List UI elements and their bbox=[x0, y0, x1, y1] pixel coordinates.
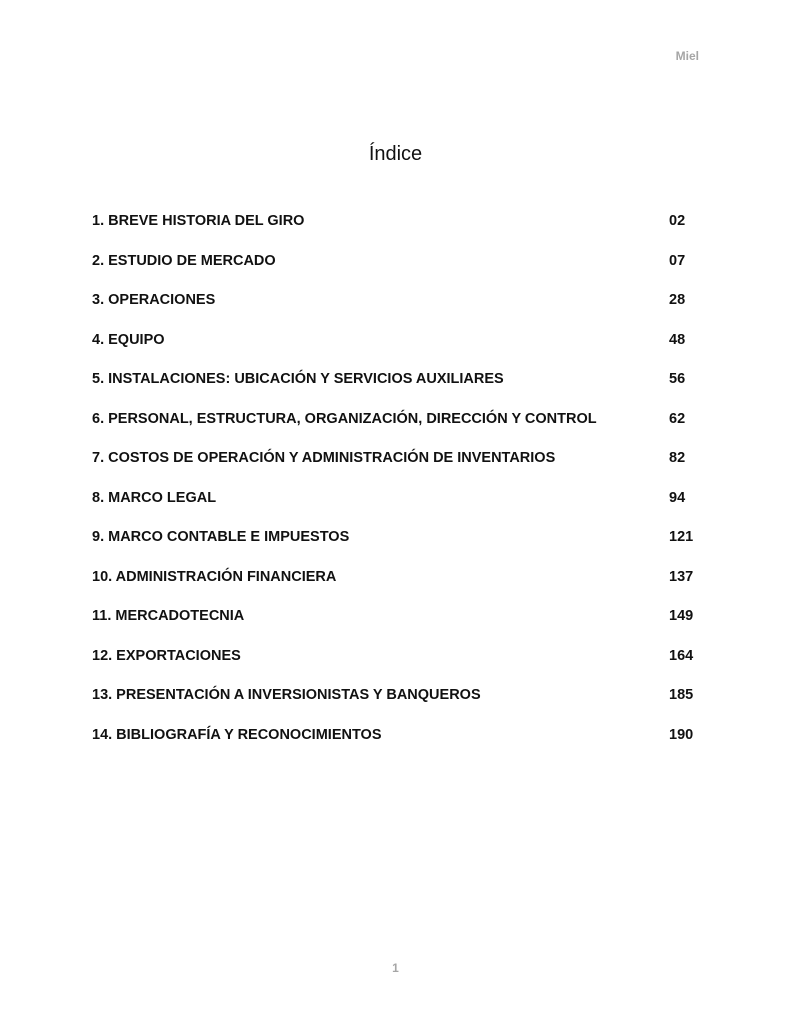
table-of-contents bbox=[92, 211, 712, 764]
page-number: 1 bbox=[392, 961, 399, 975]
toc-entry-title: 11. MERCADOTECNIA bbox=[92, 608, 245, 624]
toc-entry[interactable] bbox=[92, 290, 712, 330]
toc-entry-title: 4. EQUIPO bbox=[92, 331, 165, 348]
toc-entry[interactable] bbox=[92, 606, 712, 646]
toc-entry[interactable] bbox=[92, 685, 712, 725]
toc-entry-title: 13. PRESENTACIÓN A INVERSIONISTAS Y BANQUEROS bbox=[92, 687, 481, 703]
toc-entry-title: 10. ADMINISTRACIÓN FINANCIERA bbox=[92, 568, 337, 585]
toc-entry-page: 07 bbox=[669, 252, 686, 269]
toc-entry-page: 62 bbox=[669, 410, 686, 427]
toc-entry-title: 9. MARCO CONTABLE E IMPUESTOS bbox=[92, 529, 350, 545]
toc-entry-title: 3. OPERACIONES bbox=[92, 292, 216, 308]
toc-entry[interactable] bbox=[92, 448, 712, 488]
toc-entry-page: 190 bbox=[669, 726, 694, 743]
toc-entry[interactable] bbox=[92, 725, 712, 765]
toc-entry[interactable] bbox=[92, 251, 712, 291]
toc-entry-title: 6. PERSONAL, ESTRUCTURA, ORGANIZACIÓN, DIRECCIÓN Y CONTROL bbox=[92, 410, 597, 427]
toc-entry-page: 121 bbox=[669, 529, 694, 545]
toc-entry-page: 82 bbox=[669, 450, 686, 466]
toc-entry[interactable] bbox=[92, 488, 712, 528]
toc-entry[interactable] bbox=[92, 369, 712, 409]
toc-entry-page: 164 bbox=[669, 647, 694, 664]
toc-entry-title: 12. EXPORTACIONES bbox=[92, 647, 241, 664]
toc-entry-title: 8. MARCO LEGAL bbox=[92, 489, 217, 506]
page-title: Índice bbox=[368, 143, 423, 166]
toc-entry[interactable] bbox=[92, 646, 712, 686]
toc-entry-title: 7. COSTOS DE OPERACIÓN Y ADMINISTRACIÓN DE INVENTARIOS bbox=[92, 450, 556, 466]
toc-entry-page: 56 bbox=[669, 371, 686, 387]
toc-entry-page: 48 bbox=[669, 331, 686, 348]
toc-entry-page: 94 bbox=[669, 489, 686, 506]
running-header: Miel bbox=[675, 49, 699, 63]
toc-entry-title: 14. BIBLIOGRAFÍA Y RECONOCIMIENTOS bbox=[92, 726, 382, 743]
toc-entry[interactable] bbox=[92, 330, 712, 370]
toc-entry-page: 149 bbox=[669, 608, 694, 624]
toc-entry-page: 137 bbox=[669, 568, 694, 585]
toc-entry[interactable] bbox=[92, 527, 712, 567]
toc-entry[interactable] bbox=[92, 409, 712, 449]
toc-entry-page: 02 bbox=[669, 213, 686, 229]
toc-entry-page: 185 bbox=[669, 687, 694, 703]
toc-entry[interactable] bbox=[92, 211, 712, 251]
toc-entry-title: 1. BREVE HISTORIA DEL GIRO bbox=[92, 213, 305, 229]
toc-entry[interactable] bbox=[92, 567, 712, 607]
toc-entry-page: 28 bbox=[669, 292, 686, 308]
toc-entry-title: 2. ESTUDIO DE MERCADO bbox=[92, 252, 276, 269]
toc-entry-title: 5. INSTALACIONES: UBICACIÓN Y SERVICIOS AUXILIARES bbox=[92, 371, 504, 387]
